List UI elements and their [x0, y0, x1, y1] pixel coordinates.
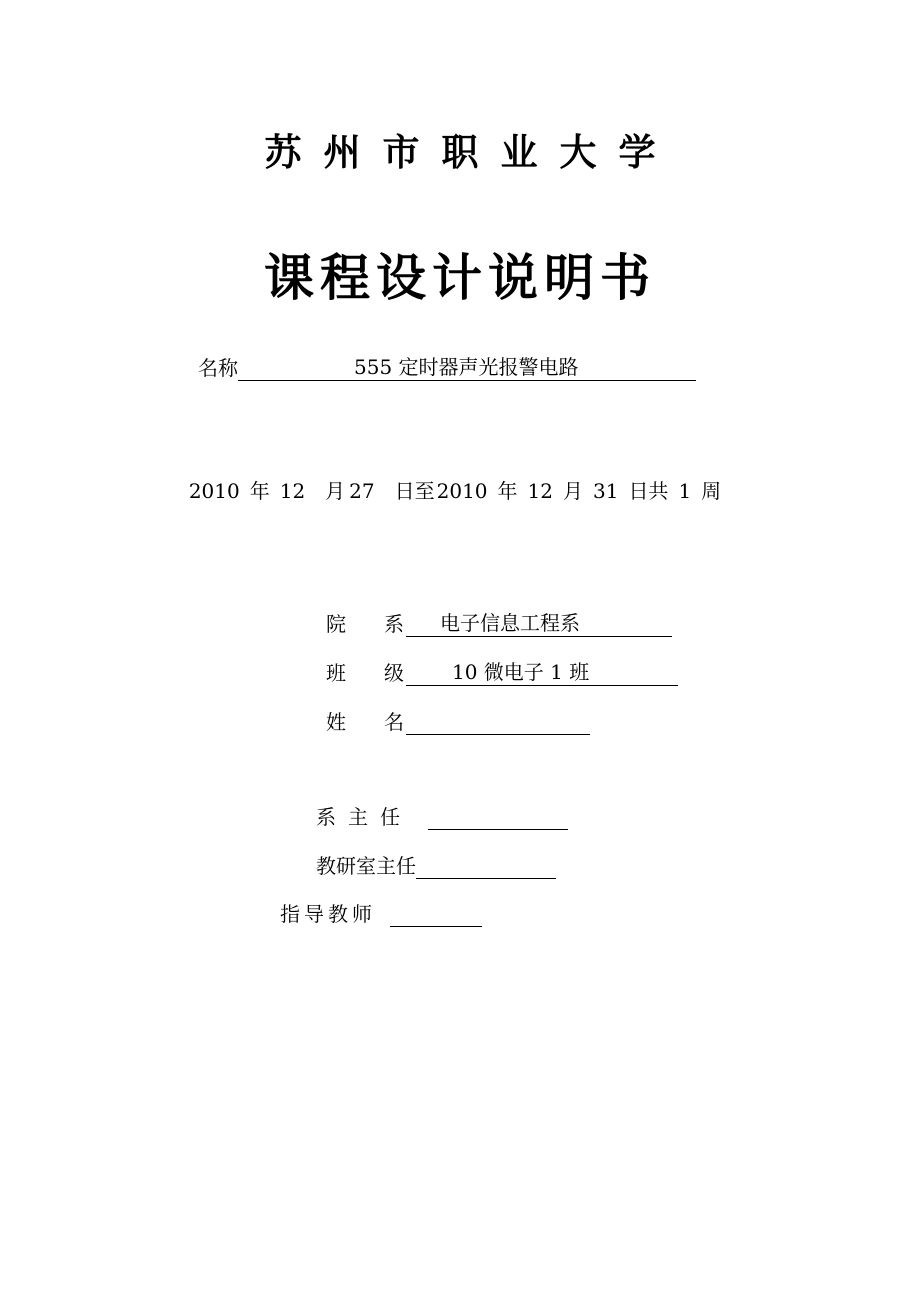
end-month: 12: [527, 479, 553, 503]
department-head-field: [428, 803, 568, 830]
end-year-unit: 年: [497, 479, 518, 503]
advisor-field: [390, 900, 482, 927]
week-unit: 周: [701, 479, 722, 503]
student-name-row: [326, 708, 590, 735]
project-name-value: 555 定时器声光报警电路: [354, 355, 579, 379]
start-year-unit: 年: [249, 479, 270, 503]
office-head-field: [416, 852, 556, 879]
end-month-unit: 月: [562, 479, 583, 503]
project-name-label: 名称: [198, 356, 238, 380]
start-month-unit: 月: [325, 479, 346, 503]
week-count: 1: [678, 479, 692, 503]
class-label: 班 级: [326, 661, 404, 685]
end-year: 2010: [436, 479, 488, 503]
course-period-row: [0, 478, 920, 504]
department-label: 院 系: [326, 612, 404, 636]
end-day: 31: [592, 479, 619, 503]
start-day: 27: [349, 479, 375, 503]
class-field: [406, 659, 678, 686]
office-head-row: [316, 852, 556, 879]
advisor-row: [280, 900, 482, 927]
day-total-label: 日共: [628, 479, 669, 503]
department-head-row: [316, 803, 568, 830]
document-title: 课程设计说明书: [264, 248, 656, 307]
office-head-label: 教研室主任: [316, 854, 416, 878]
student-name-label: 姓 名: [326, 710, 404, 734]
department-field: [406, 610, 672, 637]
department-row: [326, 610, 672, 637]
department-head-label: 系主任: [316, 805, 412, 829]
day-to-label: 日至: [394, 479, 435, 503]
class-row: [326, 659, 678, 686]
advisor-label: 指导教师: [280, 902, 376, 926]
university-name: 苏州市职业大学: [264, 130, 678, 174]
class-value: 10 微电子 1 班: [452, 660, 590, 684]
start-year: 2010: [188, 479, 240, 503]
department-value: 电子信息工程系: [440, 611, 580, 635]
project-name-field: [238, 354, 696, 381]
project-name-row: [198, 354, 696, 381]
start-month: 12: [279, 479, 306, 503]
student-name-field: [406, 708, 590, 735]
